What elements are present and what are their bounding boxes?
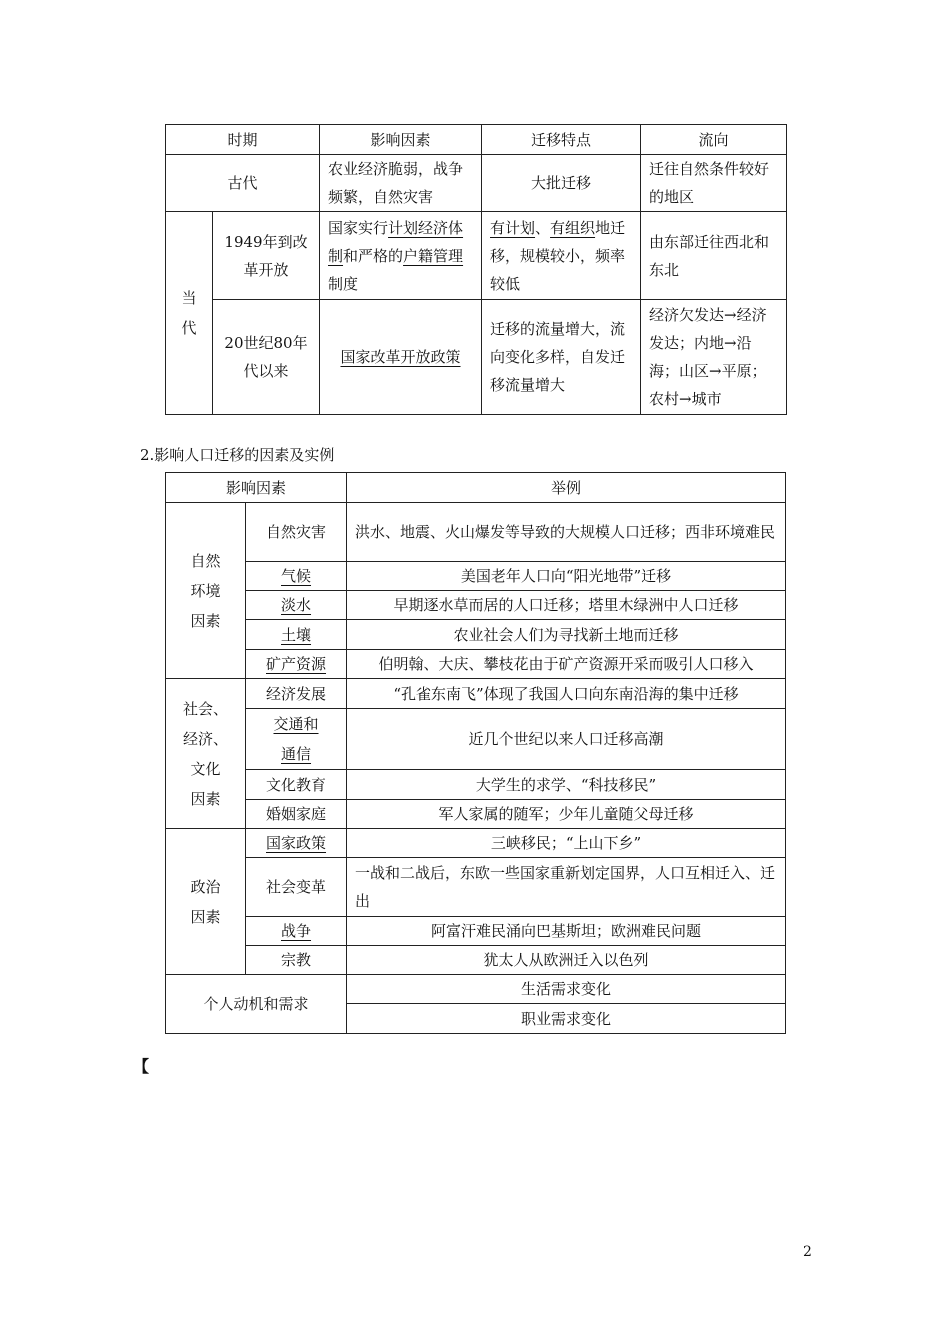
open-bracket: 【 (133, 1057, 150, 1076)
example-cell: “孔雀东南飞”体现了我国人口向东南沿海的集中迁移 (347, 679, 786, 709)
features-1949: 有计划、有组织地迁移，规模较小，频率较低 (482, 212, 641, 300)
example-cell: 大学生的求学、“科技移民” (347, 770, 786, 800)
example-cell: 三峡移民；“上山下乡” (347, 829, 786, 858)
factor-cell: 淡水 (246, 591, 347, 620)
example-cell: 近几个世纪以来人口迁移高潮 (347, 709, 786, 770)
factors-1980: 国家改革开放政策 (320, 300, 482, 415)
factor-cell: 社会变革 (246, 858, 347, 917)
table-row (166, 503, 786, 562)
header-factor: 影响因素 (166, 473, 347, 503)
migration-factors-table (165, 472, 786, 1034)
factor-cell: 经济发展 (246, 679, 347, 709)
header-features: 迁移特点 (482, 125, 641, 155)
example-cell: 早期逐水草而居的人口迁移；塔里木绿洲中人口迁移 (347, 591, 786, 620)
factor-cell: 气候 (246, 562, 347, 591)
features-1980: 迁移的流量增大，流向变化多样，自发迁移流量增大 (482, 300, 641, 415)
example-cell: 洪水、地震、火山爆发等导致的大规模人口迁移；西非环境难民 (347, 503, 786, 562)
factor-cell: 土壤 (246, 620, 347, 650)
table-row (166, 300, 787, 415)
example-cell: 犹太人从欧洲迁入以色列 (347, 946, 786, 975)
features-ancient: 大批迁移 (482, 155, 641, 212)
factors-ancient: 农业经济脆弱，战争频繁，自然灾害 (320, 155, 482, 212)
factor-cell: 矿产资源 (246, 650, 347, 679)
table-row (166, 858, 786, 917)
group-natural: 自然 环境 因素 (166, 503, 246, 679)
table-row (166, 620, 786, 650)
direction-ancient: 迁往自然条件较好的地区 (641, 155, 787, 212)
table-row (166, 770, 786, 800)
factor-cell: 宗教 (246, 946, 347, 975)
table-row (166, 917, 786, 946)
table-row (166, 946, 786, 975)
table-row (166, 829, 786, 858)
period-1949: 1949年到改革开放 (213, 212, 320, 300)
example-cell: 一战和二战后，东欧一些国家重新划定国界，人口互相迁入、迁出 (347, 858, 786, 917)
example-cell: 美国老年人口向“阳光地带”迁移 (347, 562, 786, 591)
modern-label: 当 代 (166, 212, 213, 415)
table-row (166, 800, 786, 829)
example-cell: 伯明翰、大庆、攀枝花由于矿产资源开采而吸引人口移入 (347, 650, 786, 679)
table-row (166, 650, 786, 679)
table-row (166, 679, 786, 709)
header-example: 举例 (347, 473, 786, 503)
table-row (166, 155, 787, 212)
group-personal: 个人动机和需求 (166, 975, 347, 1034)
factor-cell: 婚姻家庭 (246, 800, 347, 829)
example-cell: 军人家属的随军；少年儿童随父母迁移 (347, 800, 786, 829)
section-heading: 2.影响人口迁移的因素及实例 (140, 446, 335, 464)
period-1980: 20世纪80年代以来 (213, 300, 320, 415)
header-factors: 影响因素 (320, 125, 482, 155)
page-number: 2 (803, 1244, 812, 1260)
example-cell: 农业社会人们为寻找新土地而迁移 (347, 620, 786, 650)
header-period: 时期 (166, 125, 320, 155)
table-row (166, 212, 787, 300)
example-cell: 职业需求变化 (347, 1004, 786, 1034)
factor-cell: 战争 (246, 917, 347, 946)
example-cell: 阿富汗难民涌向巴基斯坦；欧洲难民问题 (347, 917, 786, 946)
factors-1949: 国家实行计划经济体制和严格的户籍管理制度 (320, 212, 482, 300)
table-row (166, 975, 786, 1004)
period-ancient: 古代 (166, 155, 320, 212)
group-social: 社会、 经济、 文化 因素 (166, 679, 246, 829)
header-direction: 流向 (641, 125, 787, 155)
factor-cell: 交通和 通信 (246, 709, 347, 770)
direction-1980: 经济欠发达→经济发达；内地→沿海；山区→平原；农村→城市 (641, 300, 787, 415)
table-header-row (166, 125, 787, 155)
group-political: 政治 因素 (166, 829, 246, 975)
direction-1949: 由东部迁往西北和东北 (641, 212, 787, 300)
factor-cell: 自然灾害 (246, 503, 347, 562)
table-row (166, 591, 786, 620)
table-row (166, 562, 786, 591)
migration-period-table (165, 124, 787, 415)
factor-cell: 国家政策 (246, 829, 347, 858)
factor-cell: 文化教育 (246, 770, 347, 800)
table-header-row (166, 473, 786, 503)
table-row (166, 709, 786, 770)
example-cell: 生活需求变化 (347, 975, 786, 1004)
